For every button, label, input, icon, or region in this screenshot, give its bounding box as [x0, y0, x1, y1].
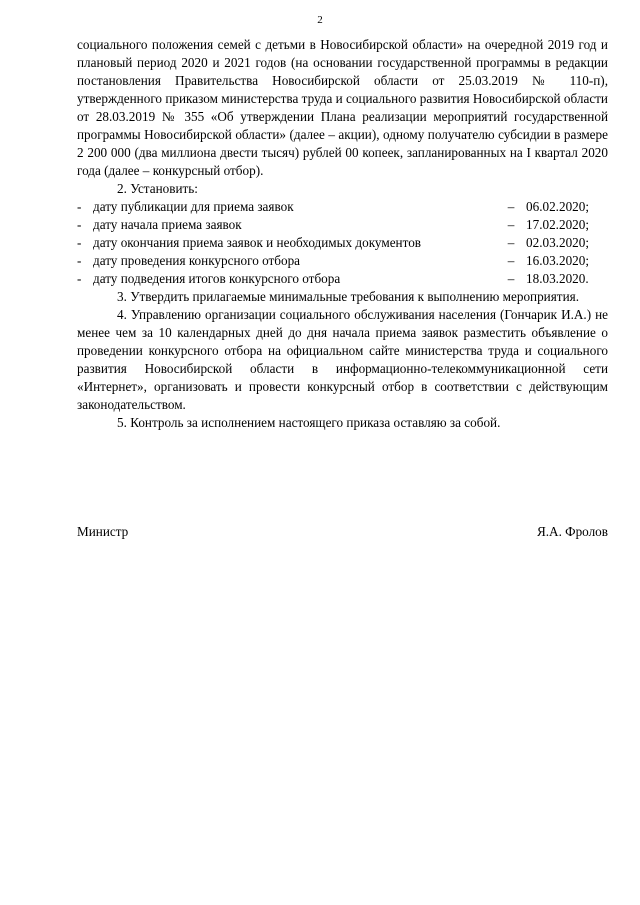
- list-item: [77, 252, 608, 270]
- list-item: [77, 270, 608, 288]
- date-label: дату подведения итогов конкурсного отбора: [93, 271, 341, 286]
- date-label: дату проведения конкурсного отбора: [93, 253, 301, 268]
- list-item: [77, 198, 608, 216]
- paragraph-intro: социального положения семей с детьми в Новосибирской области» на очередной 2019 год и плановый период 2020 и 2021 годов (на основании государственной программы в редакции постановления Правительства Новосибирской области от 25.03.2019 № 110-п), утвержденного приказом министерства труда и социального развития Новосибирской области от 28.03.2019 № 355 «Об утверждении Плана реализации мероприятий государственной программы Новосибирской области» (далее – акции), одному получателю субсидии в размере 2 200 000 (два миллиона двести тысяч) рублей 00 копеек, запланированных на I квартал 2020 года (далее – конкурсный отбор).: [77, 37, 608, 178]
- list-dash: -: [77, 199, 82, 214]
- list-item: [77, 216, 608, 234]
- date-value: 17.02.2020;: [526, 217, 590, 232]
- list-dash: -: [77, 235, 82, 250]
- signatory-name: Я.А. Фролов: [536, 524, 608, 539]
- item-5: 5. Контроль за исполнением настоящего приказа оставляю за собой.: [117, 415, 501, 430]
- date-separator: –: [507, 235, 515, 250]
- signature-block: [77, 524, 608, 540]
- date-label: дату начала приема заявок: [93, 217, 242, 232]
- date-separator: –: [507, 217, 515, 232]
- date-value: 06.02.2020;: [526, 199, 590, 214]
- list-dash: -: [77, 217, 82, 232]
- date-label: дату публикации для приема заявок: [93, 199, 294, 214]
- list-dash: -: [77, 271, 82, 286]
- item-4: 4. Управлению организации социального обслуживания населения (Гончарик И.А.) не менее чем за 10 календарных дней до дня начала приема заявок разместить объявление о проведении конкурсного отбора на официальном сайте министерства труда и социального развития Новосибирской области в информационно-телекоммуникационной сети «Интернет», организовать и провести конкурсный отбор в соответствии с действующим законодательством.: [77, 307, 608, 412]
- list-dash: -: [77, 253, 82, 268]
- item-3: 3. Утвердить прилагаемые минимальные требования к выполнению мероприятия.: [117, 289, 579, 304]
- date-value: 18.03.2020.: [526, 271, 589, 286]
- date-value: 02.03.2020;: [526, 235, 590, 250]
- page-number: 2: [317, 14, 323, 26]
- date-separator: –: [507, 253, 515, 268]
- item-2-heading: 2. Установить:: [117, 181, 198, 196]
- date-separator: –: [507, 199, 515, 214]
- date-value: 16.03.2020;: [526, 253, 590, 268]
- document-body: [77, 36, 608, 432]
- date-separator: –: [507, 271, 515, 286]
- list-item: [77, 234, 608, 252]
- signatory-position: Министр: [77, 524, 129, 539]
- dates-list: [77, 198, 608, 288]
- date-label: дату окончания приема заявок и необходимых документов: [93, 235, 422, 250]
